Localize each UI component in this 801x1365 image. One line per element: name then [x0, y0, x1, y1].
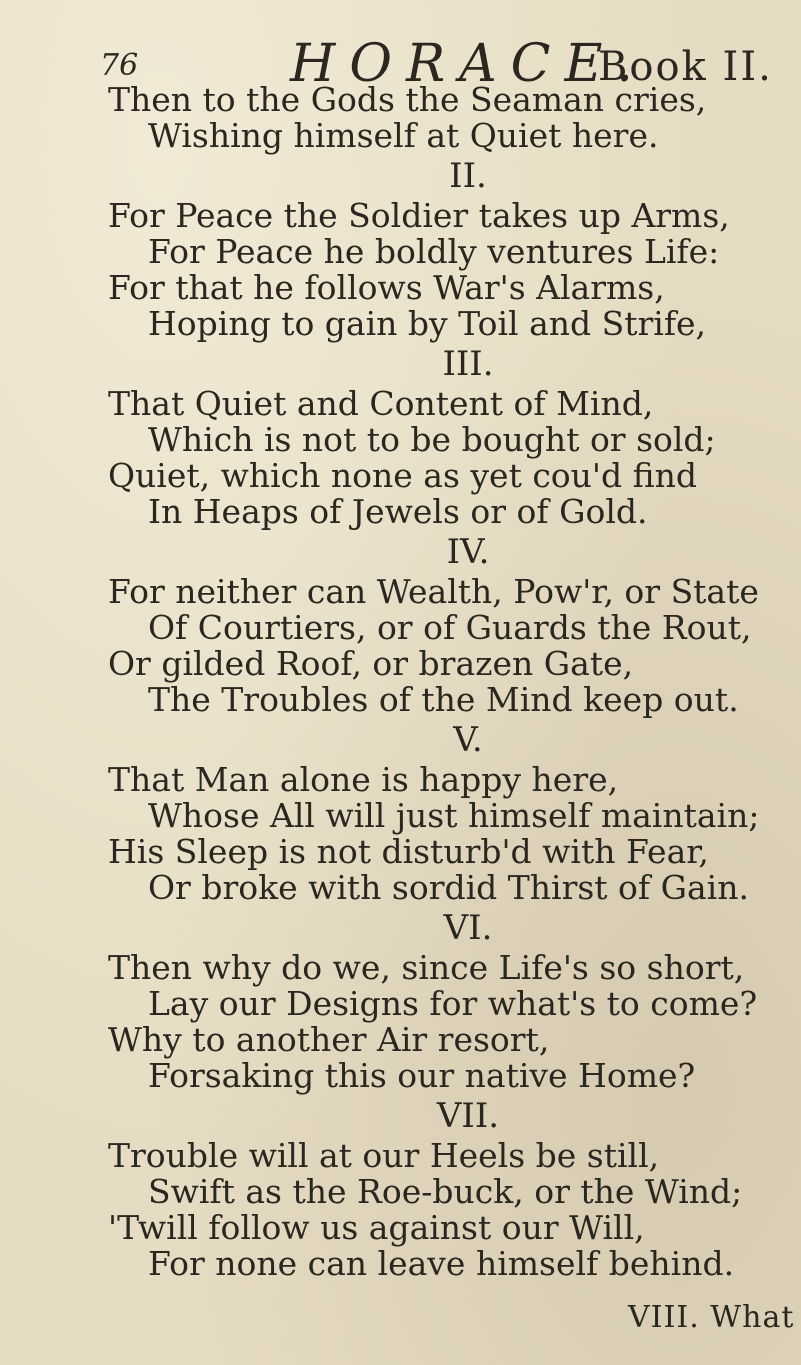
verse-line: Or broke with sordid Thirst of Gain. — [148, 868, 749, 907]
stanza — [108, 342, 748, 530]
verse-line: Which is not to be bought or sold; — [148, 420, 716, 459]
page-number: 76 — [100, 48, 139, 83]
verse-line: That Man alone is happy here, — [108, 760, 619, 799]
verse-line: His Sleep is not disturb'd with Fear, — [108, 832, 709, 871]
verse-line: For none can leave himself behind. — [148, 1244, 735, 1283]
verse-line: Quiet, which none as yet cou'd find — [108, 456, 698, 495]
running-header — [0, 26, 801, 94]
verse-line: For neither can Wealth, Pow'r, or State — [108, 572, 759, 611]
book-label: Book II. — [598, 44, 773, 90]
verse-line: Then to the Gods the Seaman cries, — [108, 80, 707, 119]
stanza — [108, 82, 748, 154]
poem-body — [108, 80, 760, 1283]
verse-line: For Peace he boldly ventures Life: — [148, 232, 720, 271]
verse-line: 'Twill follow us against our Will, — [108, 1208, 645, 1247]
verse-line: Whose All will just himself maintain; — [148, 796, 760, 835]
verse-line: Or gilded Roof, or brazen Gate, — [108, 644, 634, 683]
verse-line: The Troubles of the Mind keep out. — [148, 680, 739, 719]
stanza — [108, 718, 760, 907]
verse-line: That Quiet and Content of Mind, — [108, 384, 654, 423]
stanza — [108, 530, 759, 719]
stanza — [108, 906, 758, 1095]
verse-line: Forsaking this our native Home? — [148, 1056, 696, 1095]
stanza-numeral: V. — [453, 720, 483, 760]
verse-line: Of Courtiers, or of Guards the Rout, — [148, 608, 752, 647]
running-title: HORACE. — [290, 34, 647, 94]
verse-line: Lay our Designs for what's to come? — [148, 984, 758, 1023]
stanza-numeral: III. — [442, 344, 494, 384]
stanza-numeral: II. — [449, 156, 487, 196]
stanza — [108, 1094, 748, 1282]
verse-line: Wishing himself at Quiet here. — [148, 116, 659, 155]
verse-line: Swift as the Roe-buck, or the Wind; — [148, 1172, 743, 1211]
stanza-numeral: IV. — [446, 532, 490, 572]
stanza — [108, 154, 748, 342]
verse-line: Hoping to gain by Toil and Strife, — [148, 304, 707, 343]
verse-line: Why to another Air resort, — [108, 1020, 550, 1059]
stanza-numeral: VI. — [443, 908, 493, 948]
verse-line: For that he follows War's Alarms, — [108, 268, 665, 307]
verse-line: Trouble will at our Heels be still, — [108, 1136, 660, 1175]
stanza-numeral: VII. — [436, 1096, 500, 1136]
verse-line: For Peace the Soldier takes up Arms, — [108, 196, 730, 235]
verse-line: Then why do we, since Life's so short, — [108, 948, 745, 987]
verse-line: In Heaps of Jewels or of Gold. — [148, 492, 648, 531]
catchword: VIII. What — [628, 1300, 795, 1335]
